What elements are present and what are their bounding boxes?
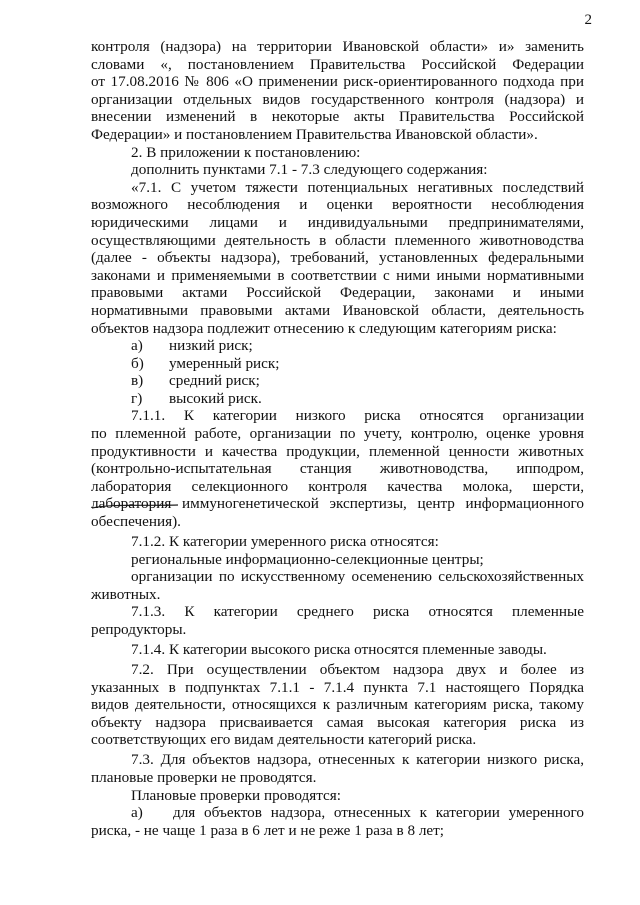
paragraph-7-2-first: 7.2. При осуществлении объектом надзора двух и более из bbox=[131, 660, 584, 678]
list-marker: б) bbox=[131, 354, 144, 372]
paragraph-7-1-1-last: обеспечения). bbox=[91, 513, 181, 531]
text-line: указанных в подпунктах 7.1.1 - 7.1.4 пункта 7.1 настоящего Порядка bbox=[91, 678, 584, 696]
text-line: правовыми актами Российской Федерации, законами и иными bbox=[91, 284, 584, 302]
planned-checks-a-text: для объектов надзора, отнесенных к категории умеренного bbox=[173, 804, 584, 822]
text-line: продуктивности и качества продукции, племенной ценности животных bbox=[91, 442, 584, 460]
planned-checks-a-last: риска, - не чаще 1 раза в 6 лет и не реже 1 раза в 8 лет; bbox=[91, 821, 445, 839]
risk-list-text: высокий риск. bbox=[169, 389, 262, 407]
text-line: юридическими лицами и индивидуальными предпринимателями, bbox=[91, 213, 584, 231]
text-line: Федерации» и постановлением Правительства Ивановской области». bbox=[91, 125, 538, 143]
intro-paragraph bbox=[91, 38, 584, 144]
page-number: 2 bbox=[584, 12, 592, 28]
text-line: организации отдельных видов государственного контроля (надзора) и bbox=[91, 90, 584, 108]
text-line: объекту надзора присваивается самая высокая категория риска из bbox=[91, 713, 584, 731]
list-marker: а) bbox=[131, 804, 143, 822]
text-line: словами «, постановлением Правительства Российской Федерации bbox=[91, 55, 584, 73]
paragraph-7-1-2-item-1: региональные информационно-селекционные центры; bbox=[131, 550, 484, 568]
paragraph-7-1-2-title: 7.1.2. К категории умеренного риска относятся: bbox=[131, 533, 439, 551]
text-line: (далее - объекты надзора), требований, установленных федеральными bbox=[91, 249, 584, 267]
paragraph-7-1 bbox=[91, 196, 584, 319]
paragraph-7-3-last: плановые проверки не проводятся. bbox=[91, 768, 317, 786]
text-line: контроля (надзора) на территории Ивановской области» и» заменить bbox=[91, 38, 584, 55]
paragraph-7-3-first: 7.3. Для объектов надзора, отнесенных к категории низкого риска, bbox=[131, 751, 584, 769]
risk-list-item bbox=[91, 372, 584, 390]
paragraph-7-1-2-item-2-last: животных. bbox=[91, 585, 161, 603]
planned-checks-title: Плановые проверки проводятся: bbox=[131, 786, 341, 804]
paragraph-7-1-1 bbox=[91, 425, 584, 513]
list-marker: г) bbox=[131, 389, 143, 407]
paragraph-7-1-first: «7.1. С учетом тяжести потенциальных негативных последствий bbox=[131, 178, 584, 196]
text-line: законами и применяемыми в соответствии с ними иными нормативными bbox=[91, 266, 584, 284]
text-line: осуществляющими деятельность в области племенного животноводства bbox=[91, 231, 584, 249]
risk-list-item bbox=[91, 355, 584, 373]
paragraph-7-1-3-first: 7.1.3. К категории среднего риска относятся племенные bbox=[131, 603, 584, 621]
item-2-title: 2. В приложении к постановлению: bbox=[131, 143, 361, 161]
text-line: лаборатория селекционного контроля качества молока, шерсти, bbox=[91, 477, 584, 495]
risk-list-item bbox=[91, 390, 584, 408]
paragraph-7-2-last: соответствующих его видам деятельности категорий риска. bbox=[91, 731, 477, 749]
risk-list-text: средний риск; bbox=[169, 372, 260, 390]
paragraph-7-1-4: 7.1.4. К категории высокого риска относятся племенные заводы. bbox=[131, 640, 547, 658]
paragraph-7-1-last: объектов надзора подлежит отнесению к следующим категориям риска: bbox=[91, 319, 557, 337]
text-line: по племенной работе, организации по учету, контролю, оценке уровня bbox=[91, 425, 584, 443]
risk-list-text: низкий риск; bbox=[169, 337, 253, 355]
text-line: видов деятельности, относящихся к различным категориям риска, такому bbox=[91, 696, 584, 714]
text-line: нормативными правовыми актами Ивановской области, деятельность bbox=[91, 301, 584, 319]
document-body bbox=[91, 38, 584, 839]
text-line: от 17.08.2016 № 806 «О применении риск-ориентированного подхода при bbox=[91, 73, 584, 91]
text-line: внесении изменений в некоторые акты Правительства Российской bbox=[91, 108, 584, 126]
paragraph-7-1-1-first: 7.1.1. К категории низкого риска относятся организации bbox=[131, 407, 584, 425]
text-line: (контрольно-испытательная станция животноводства, ипподром, bbox=[91, 460, 584, 478]
risk-list-item bbox=[91, 337, 584, 355]
list-marker: а) bbox=[131, 337, 143, 355]
text-line: возможного несоблюдения и оценки вероятности несоблюдения bbox=[91, 196, 584, 214]
paragraph-7-1-3-last: репродукторы. bbox=[91, 620, 187, 638]
paragraph-7-2 bbox=[91, 679, 584, 732]
text-line: лаборатория иммуногенетической экспертизы, центр информационного bbox=[91, 495, 584, 513]
risk-list bbox=[91, 337, 584, 407]
item-2-subtitle: дополнить пунктами 7.1 - 7.3 следующего содержания: bbox=[131, 161, 488, 179]
planned-checks-a-first bbox=[91, 804, 584, 822]
risk-list-text: умеренный риск; bbox=[169, 354, 280, 372]
list-marker: в) bbox=[131, 372, 144, 390]
paragraph-7-1-2-item-2-first: организации по искусственному осеменению сельскохозяйственных bbox=[131, 568, 584, 586]
